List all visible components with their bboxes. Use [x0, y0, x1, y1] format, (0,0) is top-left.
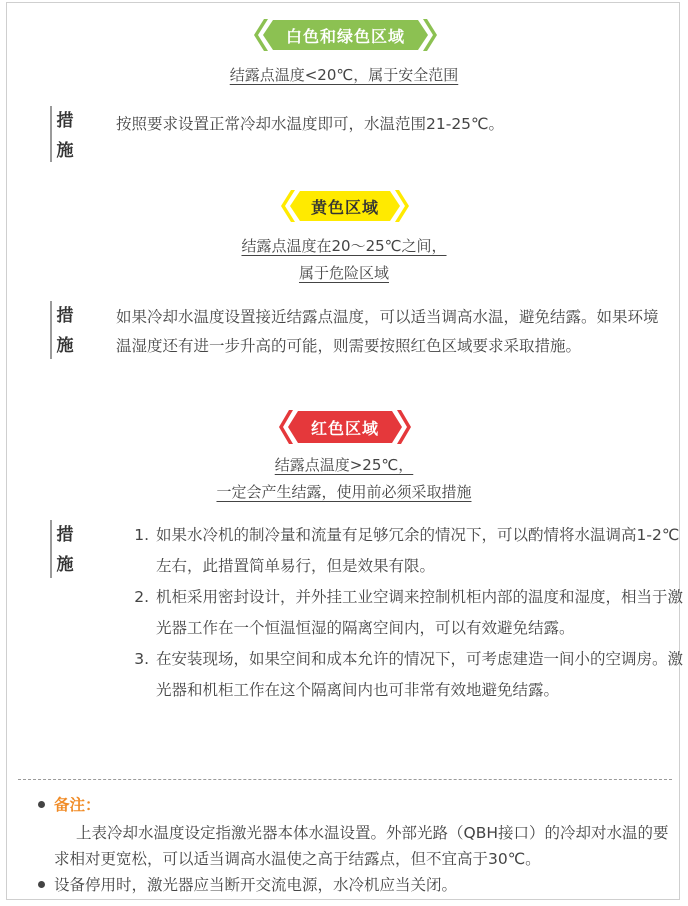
yellow-measure-label: 措 施: [50, 301, 78, 359]
red-measure-steps: [130, 520, 688, 706]
yellow-condition: [0, 233, 688, 287]
green-condition-text: 结露点温度<20℃，属于安全范围: [229, 66, 459, 84]
green-measure-label: 措 施: [50, 106, 78, 162]
red-zone-banner: [279, 408, 411, 446]
dashed-divider: [18, 779, 672, 780]
list-item: 1. 如果水冷机的制冷量和流量有足够冗余的情况下，可以酌情将水温调高1-2℃左右，此措置简单易行，但是效果有限。: [154, 520, 688, 582]
green-condition: [0, 62, 688, 89]
note-paragraph: 上表冷却水温度设定指激光器本体水温设置。外部光路（QBH接口）的冷却对水温的要求相对更宽松，可以适当调高水温使之高于结露点，但不宜高于30℃。: [54, 824, 669, 868]
yellow-condition-line2: 属于危险区域: [298, 264, 389, 282]
red-measure-label: 措 施: [50, 520, 78, 578]
yellow-zone-banner: [281, 188, 409, 224]
yellow-condition-line1: 结露点温度在20～25℃之间，: [241, 237, 447, 255]
red-condition-line2: 一定会产生结露，使用前必须采取措施: [216, 483, 472, 501]
green-zone-banner: [254, 17, 437, 53]
note-item: 设备停用时，激光器应当断开交流电源，水冷机应当关闭。: [54, 876, 458, 894]
list-item: 2. 机柜采用密封设计，并外挂工业空调来控制机柜内部的温度和湿度，相当于激光器工作在一个恒温恒湿的隔离空间内，可以有效避免结露。: [154, 582, 688, 644]
red-condition: [0, 452, 688, 506]
yellow-zone-title: 黄色区域: [310, 197, 379, 217]
note-bullet-icon: [38, 881, 45, 888]
note-heading: 备注：: [54, 796, 101, 814]
red-condition-line1: 结露点温度>25℃，: [274, 456, 414, 474]
yellow-measure-text: 如果冷却水温度设置接近结露点温度，可以适当调高水温，避免结露。如果环境温湿度还有进一步升高的可能，则需要按照红色区域要求采取措施。: [116, 308, 659, 355]
green-measure-text: 按照要求设置正常冷却水温度即可，水温范围21-25℃。: [116, 115, 504, 133]
list-item: 3. 在安装现场，如果空间和成本允许的情况下，可考虑建造一间小的空调房。激光器和机柜工作在这个隔离间内也可非常有效地避免结露。: [154, 644, 688, 706]
red-zone-title: 红色区域: [310, 418, 379, 438]
note-bullet-icon: [38, 801, 45, 808]
green-zone-title: 白色和绿色区域: [285, 26, 405, 46]
